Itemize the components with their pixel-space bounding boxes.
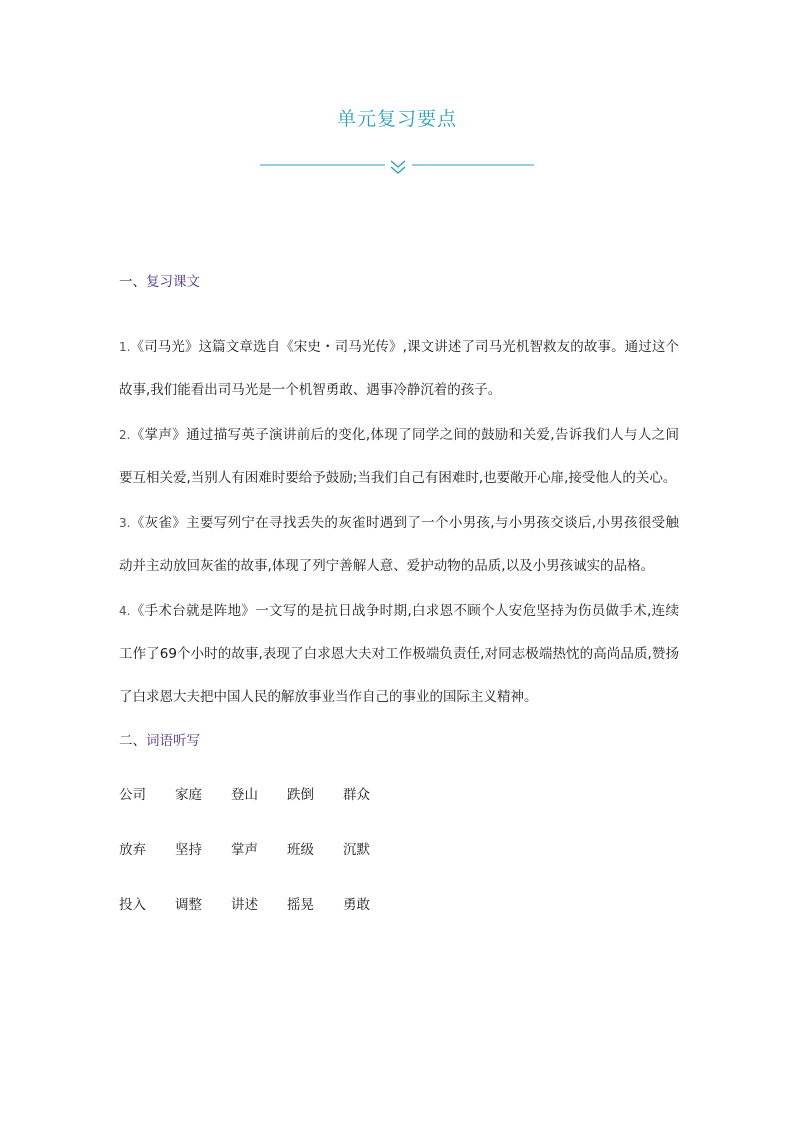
word: 投入 bbox=[119, 897, 146, 913]
word-list bbox=[119, 781, 679, 946]
double-chevron-down-icon bbox=[391, 161, 405, 173]
word: 讲述 bbox=[231, 897, 258, 913]
paragraph-text: 《掌声》通过描写英子演讲前后的变化,体现了同学之间的鼓励和关爱,告诉我们人与人之间要互相关爱,当别人有困难时要给予鼓励;当我们自己有困难时,也要敞开心扉,接受他人的关心。 bbox=[119, 427, 679, 486]
section-number: 二、 bbox=[119, 733, 146, 749]
word-row bbox=[119, 836, 679, 891]
review-paragraph-3 bbox=[119, 502, 679, 588]
document-body bbox=[119, 268, 679, 946]
paragraph-index: 3. bbox=[119, 516, 131, 530]
section-heading-review bbox=[119, 268, 679, 296]
section-number: 一、 bbox=[119, 274, 146, 290]
paragraph-index: 2. bbox=[119, 428, 131, 442]
paragraph-text: 《司马光》这篇文章选自《宋史・司马光传》,课文讲述了司马光机智救友的故事。通过这个故事,我们能看出司马光是一个机智勇敢、遇事冷静沉着的孩子。 bbox=[119, 339, 679, 398]
word: 班级 bbox=[287, 842, 314, 858]
word: 坚持 bbox=[175, 842, 202, 858]
word: 沉默 bbox=[343, 842, 370, 858]
paragraph-text: 《灰雀》主要写列宁在寻找丢失的灰雀时遇到了一个小男孩,与小男孩交谈后,小男孩很受触动并主动放回灰雀的故事,体现了列宁善解人意、爱护动物的品质,以及小男孩诚实的品格。 bbox=[119, 515, 679, 574]
word-row bbox=[119, 781, 679, 836]
word: 家庭 bbox=[175, 787, 202, 803]
word: 登山 bbox=[231, 787, 258, 803]
word: 公司 bbox=[119, 787, 146, 803]
word: 摇晃 bbox=[287, 897, 314, 913]
word: 跌倒 bbox=[287, 787, 314, 803]
section-title: 词语听写 bbox=[146, 733, 200, 749]
word: 群众 bbox=[343, 787, 370, 803]
review-paragraph-1 bbox=[119, 326, 679, 412]
word: 调整 bbox=[175, 897, 202, 913]
word: 放弃 bbox=[119, 842, 146, 858]
paragraph-text: 《手术台就是阵地》一文写的是抗日战争时期,白求恩不顾个人安危坚持为伤员做手术,连续工作了69个小时的故事,表现了白求恩大夫对工作极端负责任,对同志极端热忱的高尚品质,赞扬了白求恩大夫把中国人民的解放事业当作自己的事业的国际主义精神。 bbox=[119, 603, 679, 705]
page-title: 单元复习要点 bbox=[336, 108, 457, 130]
word: 掌声 bbox=[231, 842, 258, 858]
word-row bbox=[119, 891, 679, 946]
section-title: 复习课文 bbox=[146, 274, 200, 290]
review-paragraph-4 bbox=[119, 590, 679, 719]
paragraph-index: 1. bbox=[119, 340, 131, 354]
word: 勇敢 bbox=[343, 897, 370, 913]
title-divider bbox=[260, 158, 534, 178]
review-paragraph-2 bbox=[119, 414, 679, 500]
paragraph-index: 4. bbox=[119, 604, 131, 618]
section-heading-dictation bbox=[119, 727, 679, 755]
